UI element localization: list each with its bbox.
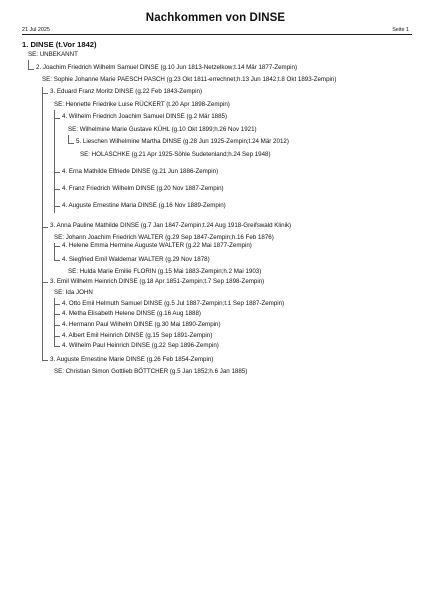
tree-connector [42,282,48,283]
generation-4-person: 4. Siegfried Emil Waldemar WALTER (g.29 Nov 1878) [62,256,210,263]
tree-connector [42,93,48,94]
generation-4-person: 4. Hermann Paul Wilhelm DINSE (g.30 Mai 1890-Zempin) [62,321,221,328]
spouse-entry: SE: Johann Joachim Friedrich WALTER (g.29 Sep 1847-Zempin;h.16 Feb 1876) [54,234,274,241]
tree-connector [54,304,60,305]
generation-4-person: 4. Metha Elisabeth Helene DINSE (g.16 Aug 1888) [62,310,201,317]
tree-connector [42,87,43,360]
generation-3-person: 3. Auguste Ernestine Marie DINSE (g.26 Feb 1854-Zempin) [50,356,214,363]
page-number: Seite 1 [392,27,409,33]
tree-connector [54,314,60,315]
tree-connector [54,206,60,207]
tree-connector [54,298,55,346]
tree-connector [42,227,48,228]
report-date: 21 Jul 2025 [22,27,50,33]
tree-connector [54,260,60,261]
generation-3-person: 3. Emil Wilhelm Heinrich DINSE (g.18 Apr 1851-Zempin;t.7 Sep 1898-Zempin) [50,278,265,285]
tree-connector [54,346,60,347]
tree-connector [42,360,48,361]
tree-connector [68,143,74,144]
tree-connector [54,118,60,119]
generation-4-person: 4. Wilhelm Paul Heinrich DINSE (g.22 Sep 1896-Zempin) [62,342,219,349]
spouse-entry: SE: Wilhelmine Marie Gustave KÜHL (g.10 Okt 1899;h.26 Nov 1921) [68,126,257,133]
generation-4-person: 4. Albert Emil Heinrich DINSE (g.15 Sep 1891-Zempin) [62,332,213,339]
generation-3-person: 3. Anna Pauline Mathilde DINSE (g.7 Jan 1847-Zempin;t.24 Aug 1918-Greifswald Klinik) [50,222,292,229]
generation-4-person: 4. Erna Mathilde Elfriede DINSE (g.21 Jun 1886-Zempin) [62,168,219,175]
spouse-entry: SE: Henriette Friedrike Luise RÜCKERT (t.20 Apr 1898-Zempin) [54,101,230,108]
report-title: Nachkommen von DINSE [145,12,286,24]
spouse-entry: SE: HOLASCHKE (g.21 Apr 1925-Söhle Sudetenland;h.24 Sep 1948) [80,151,271,158]
tree-connector [28,60,29,69]
generation-4-person: 4. Wilhelm Friedrich Joachim Samuel DINSE (g.2 Mär 1885) [62,113,228,120]
generation-4-person: 4. Franz Friedrich Wilhelm DINSE (g.20 Nov 1887-Zempin) [62,185,224,192]
spouse-entry: SE: Sophie Johanne Marie PAESCH PASCH (g.23 Okt 1811-errechnet;h.13 Jun 1842;t.8 Okt 1893-Zempin) [42,76,337,83]
tree-connector [54,336,60,337]
tree-connector [54,110,55,213]
tree-connector [54,246,60,247]
spouse-entry: SE: UNBEKANNT [28,51,78,58]
generation-2-person: 2. Joachim Friedrich Wilhelm Samuel DINSE (g.10 Jun 1813-Netzelkow;t.14 Mär 1877-Zempin) [36,64,298,71]
spouse-entry: SE: Hulda Marie Emilie FLORIN (g.15 Mai 1883-Zempin;h.2 Mai 1903) [68,268,262,275]
tree-connector [54,189,60,190]
tree-connector [54,325,60,326]
generation-3-person: 3. Eduard Franz Moritz DINSE (g.22 Feb 1843-Zempin) [50,88,202,95]
generation-4-person: 4. Auguste Ernestine Maria DINSE (g.16 Nov 1889-Zempin) [62,202,226,209]
spouse-entry: SE: Ida JOHN [54,289,93,296]
generation-4-person: 4. Helene Emma Hermine Auguste WALTER (g.22 Mai 1877-Zempin) [62,242,252,249]
tree-connector [68,135,69,143]
generation-5-person: 5. Lieschen Wilhelmine Martha DINSE (g.28 Jun 1925-Zempin;t.24 Mär 2012) [76,138,289,145]
tree-connector [28,69,34,70]
spouse-entry: SE: Christian Simon Gottlieb BÖTTCHER (g.5 Jan 1852;h.6 Jan 1885) [54,368,248,375]
generation-1-person: 1. DINSE (t.Vor 1842) [22,40,97,49]
generation-4-person: 4. Otto Emil Helmuth Samuel DINSE (g.5 Jul 1887-Zempin;t.1 Sep 1887-Zempin) [62,300,285,307]
tree-connector [54,172,60,173]
